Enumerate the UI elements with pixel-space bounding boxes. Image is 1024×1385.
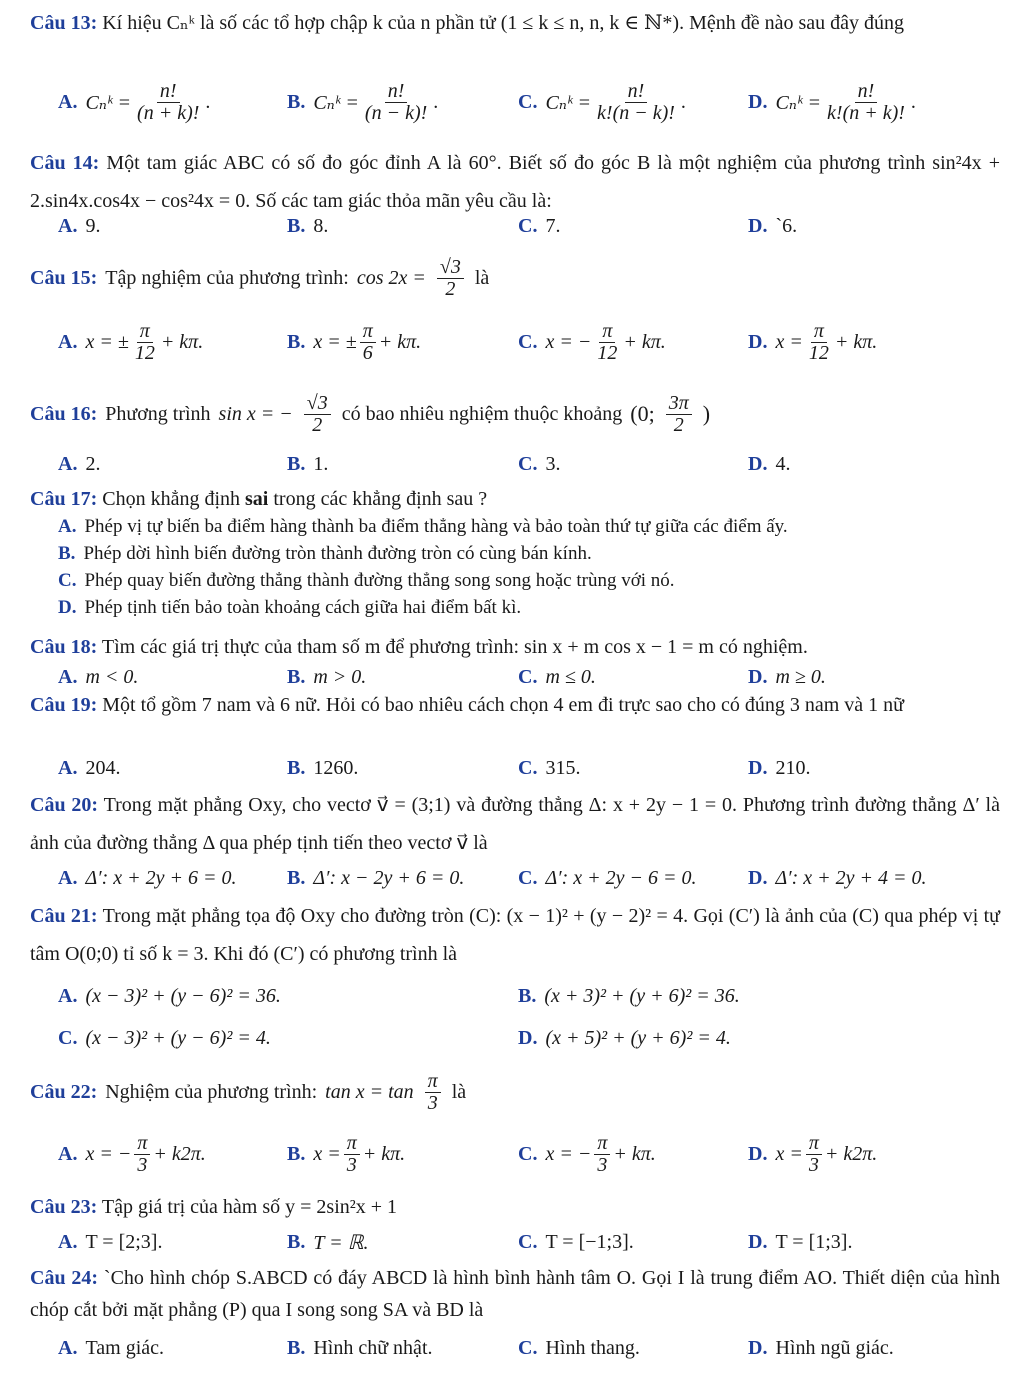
fraction: $\frac{n!}{k!(n - k)!}$ bbox=[597, 79, 675, 124]
fraction: $\frac{\pi}{3}$ bbox=[344, 1133, 360, 1176]
question-24-options bbox=[0, 1328, 1024, 1368]
question-23-stem: Câu 23: Tập giá trị của hàm số y = 2sin²x + 1 bbox=[30, 1196, 398, 1218]
fraction: $\frac{n!}{(n - k)!}$ bbox=[364, 79, 428, 124]
question-19-option-d[interactable]: D. 210. bbox=[748, 756, 811, 779]
question-14-option-d[interactable]: D. `6. bbox=[748, 214, 798, 237]
question-18-stem: Câu 18: Tìm các giá trị thực của tham số m để phương trình: sin x + m cos x − 1 = m có nghiệm. bbox=[30, 636, 808, 658]
question-20-option-a[interactable]: A. Δ′: x + 2y + 6 = 0. bbox=[58, 866, 237, 889]
question-17-option-d[interactable]: D. Phép tịnh tiến bảo toàn khoảng cách giữa hai điểm bất kì. bbox=[58, 597, 522, 618]
question-22-label: Câu 22: bbox=[30, 1081, 98, 1103]
question-16-options bbox=[0, 444, 1024, 484]
question-24-label: Câu 24: bbox=[30, 1267, 99, 1289]
question-17-label: Câu 17: bbox=[30, 488, 98, 510]
question-22-option-a[interactable]: A. x = − $\frac{\pi}{3}$ + k2π. bbox=[58, 1131, 206, 1176]
question-20-stem: Câu 20: Trong mặt phẳng Oxy, cho vectơ v⃗ = (3;1) và đường thẳng Δ: x + 2y − 1 = 0. Phương trình đường thẳng Δ′ là ảnh của đường thẳng Δ qua phép tịnh tiến theo vectơ v⃗ là bbox=[30, 794, 1000, 854]
question-21-label: Câu 21: bbox=[30, 905, 98, 927]
question-23-options bbox=[0, 1222, 1024, 1262]
question-23-option-d[interactable]: D. T = [1;3]. bbox=[748, 1230, 853, 1253]
question-14-text: Một tam giác ABC có số đo góc đỉnh A là 60°. Biết số đo góc B là một nghiệm của phương trình sin²4x + 2.sin4x.cos4x − cos²4x = 0. Số các tam giác thỏa mãn yêu cầu là: bbox=[30, 152, 1000, 212]
question-16-label: Câu 16: bbox=[30, 403, 98, 425]
question-21-options-row2 bbox=[0, 1018, 1024, 1058]
question-16-option-c[interactable]: C. 3. bbox=[518, 452, 561, 475]
question-21-option-d[interactable]: D. (x + 5)² + (y + 6)² = 4. bbox=[518, 1026, 731, 1049]
question-24-option-d[interactable]: D. Hình ngũ giác. bbox=[748, 1336, 894, 1359]
fraction: $\frac{\pi}{12}$ bbox=[808, 319, 829, 364]
question-13-option-b[interactable]: B. Cₙᵏ = $\frac{n!}{(n - k)!}$ . bbox=[287, 79, 439, 124]
question-15-option-c[interactable]: C. x = − $\frac{\pi}{12}$ + kπ. bbox=[518, 319, 666, 364]
question-19-label: Câu 19: bbox=[30, 694, 98, 716]
question-16-stem: Câu 16: Phương trình sin x = − $\frac{√3}{2}$ có bao nhiêu nghiệm thuộc khoảng (0; $\frac{3\pi}{2}$ ) bbox=[30, 388, 1000, 440]
question-22-options bbox=[0, 1131, 1024, 1176]
question-20-option-c[interactable]: C. Δ′: x + 2y − 6 = 0. bbox=[518, 866, 697, 889]
fraction: $\frac{\pi}{12}$ bbox=[134, 319, 155, 364]
question-21-stem: Câu 21: Trong mặt phẳng tọa độ Oxy cho đường tròn (C): (x − 1)² + (y − 2)² = 4. Gọi (C′) là ảnh của (C) qua phép vị tự tâm O(0;0) tỉ số k = 3. Khi đó (C′) có phương trình là bbox=[30, 905, 1000, 965]
question-18-option-c[interactable]: C. m ≤ 0. bbox=[518, 665, 596, 688]
question-16-option-a[interactable]: A. 2. bbox=[58, 452, 101, 475]
question-18-label: Câu 18: bbox=[30, 636, 98, 658]
question-21-option-a[interactable]: A. (x − 3)² + (y − 6)² = 36. bbox=[58, 984, 281, 1007]
question-14-option-c[interactable]: C. 7. bbox=[518, 214, 561, 237]
question-22-option-b[interactable]: B. x = $\frac{\pi}{3}$ + kπ. bbox=[287, 1131, 406, 1176]
question-18-option-d[interactable]: D. m ≥ 0. bbox=[748, 665, 826, 688]
question-17-option-b[interactable]: B. Phép dời hình biến đường tròn thành đường tròn có cùng bán kính. bbox=[58, 543, 592, 564]
question-24-stem: Câu 24: `Cho hình chóp S.ABCD có đáy ABCD là hình bình hành tâm O. Gọi I là trung điểm AO. Thiết diện của hình chóp cắt bởi mặt phẳng (P) qua I song song SA và BD là bbox=[30, 1267, 1001, 1321]
question-19-option-c[interactable]: C. 315. bbox=[518, 756, 581, 779]
question-24-option-a[interactable]: A. Tam giác. bbox=[58, 1336, 165, 1359]
question-15-option-b[interactable]: B. x = ± $\frac{\pi}{6}$ + kπ. bbox=[287, 319, 422, 364]
question-14-option-a[interactable]: A. 9. bbox=[58, 214, 101, 237]
question-23-option-a[interactable]: A. T = [2;3]. bbox=[58, 1230, 163, 1253]
fraction: $\frac{\pi}{3}$ bbox=[806, 1133, 822, 1176]
question-14-options bbox=[0, 206, 1024, 246]
question-17-option-c[interactable]: C. Phép quay biến đường thẳng thành đường thẳng song song hoặc trùng với nó. bbox=[58, 570, 675, 591]
question-14-label: Câu 14: bbox=[30, 152, 100, 174]
question-22-option-d[interactable]: D. x = $\frac{\pi}{3}$ + k2π. bbox=[748, 1131, 878, 1176]
question-13-text: Kí hiệu Cₙᵏ là số các tổ hợp chập k của n phần tử (1 ≤ k ≤ n, n, k ∈ ℕ*). Mệnh đề nào sau đây đúng bbox=[102, 12, 905, 34]
fraction: $\frac{3\pi}{2}$ bbox=[666, 393, 692, 436]
question-19-option-b[interactable]: B. 1260. bbox=[287, 756, 359, 779]
question-16-option-d[interactable]: D. 4. bbox=[748, 452, 791, 475]
question-23-option-c[interactable]: C. T = [−1;3]. bbox=[518, 1230, 634, 1253]
question-19-stem: Câu 19: Một tổ gồm 7 nam và 6 nữ. Hỏi có bao nhiêu cách chọn 4 em đi trực sao cho có đúng 3 nam và 1 nữ bbox=[30, 694, 905, 716]
question-13-option-d[interactable]: D. Cₙᵏ = $\frac{n!}{k!(n + k)!}$ . bbox=[748, 79, 916, 124]
question-20-option-b[interactable]: B. Δ′: x − 2y + 6 = 0. bbox=[287, 866, 465, 889]
question-13-options bbox=[0, 79, 1024, 124]
question-15-option-d[interactable]: D. x = $\frac{\pi}{12}$ + kπ. bbox=[748, 319, 878, 364]
question-19-options bbox=[0, 748, 1024, 788]
question-18-option-b[interactable]: B. m > 0. bbox=[287, 665, 367, 688]
question-14-option-b[interactable]: B. 8. bbox=[287, 214, 329, 237]
question-21-option-c[interactable]: C. (x − 3)² + (y − 6)² = 4. bbox=[58, 1026, 271, 1049]
question-13-label: Câu 13: bbox=[30, 12, 98, 34]
question-19-option-a[interactable]: A. 204. bbox=[58, 756, 121, 779]
question-17-stem: Câu 17: Chọn khẳng định sai trong các khẳng định sau ? bbox=[30, 488, 488, 510]
question-15-stem: Câu 15: Tập nghiệm của phương trình: cos 2x = $\frac{√3}{2}$ là bbox=[30, 252, 1000, 304]
fraction: $\frac{\pi}{12}$ bbox=[597, 319, 618, 364]
question-20-options bbox=[0, 858, 1024, 898]
keyword-false: sai bbox=[245, 488, 269, 510]
fraction: $\frac{n!}{k!(n + k)!}$ bbox=[827, 79, 905, 124]
fraction: $\frac{√3}{2}$ bbox=[437, 257, 464, 300]
question-21-option-b[interactable]: B. (x + 3)² + (y + 6)² = 36. bbox=[518, 984, 740, 1007]
question-20-option-d[interactable]: D. Δ′: x + 2y + 4 = 0. bbox=[748, 866, 927, 889]
question-23-option-b[interactable]: B. T = ℝ. bbox=[287, 1230, 369, 1254]
question-17-option-a[interactable]: A. Phép vị tự biến ba điểm hàng thành ba điểm thẳng hàng và bảo toàn thứ tự giữa các điểm ấy. bbox=[58, 516, 788, 537]
question-18-option-a[interactable]: A. m < 0. bbox=[58, 665, 139, 688]
question-15-option-a[interactable]: A. x = ± $\frac{\pi}{12}$ + kπ. bbox=[58, 319, 204, 364]
fraction: $\frac{\pi}{3}$ bbox=[594, 1133, 610, 1176]
question-13-option-a[interactable]: A. Cₙᵏ = $\frac{n!}{(n + k)!}$ . bbox=[58, 79, 211, 124]
question-21-options-row1 bbox=[0, 976, 1024, 1016]
question-13-option-c[interactable]: C. Cₙᵏ = $\frac{n!}{k!(n - k)!}$ . bbox=[518, 79, 686, 124]
question-24-option-b[interactable]: B. Hình chữ nhật. bbox=[287, 1336, 433, 1359]
question-15-label: Câu 15: bbox=[30, 267, 98, 289]
fraction: $\frac{n!}{(n + k)!}$ bbox=[137, 79, 200, 124]
fraction: $\frac{\pi}{6}$ bbox=[360, 321, 376, 364]
question-13-stem bbox=[30, 4, 1000, 42]
fraction: $\frac{\pi}{3}$ bbox=[134, 1133, 150, 1176]
question-20-label: Câu 20: bbox=[30, 794, 99, 816]
question-23-label: Câu 23: bbox=[30, 1196, 98, 1218]
question-24-option-c[interactable]: C. Hình thang. bbox=[518, 1336, 640, 1359]
fraction: $\frac{√3}{2}$ bbox=[304, 393, 331, 436]
question-15-options bbox=[0, 319, 1024, 364]
fraction: $\frac{\pi}{3}$ bbox=[425, 1071, 441, 1114]
question-22-option-c[interactable]: C. x = − $\frac{\pi}{3}$ + kπ. bbox=[518, 1131, 656, 1176]
question-22-stem: Câu 22: Nghiệm của phương trình: tan x = tan $\frac{\pi}{3}$ là bbox=[30, 1066, 1000, 1118]
question-16-option-b[interactable]: B. 1. bbox=[287, 452, 329, 475]
